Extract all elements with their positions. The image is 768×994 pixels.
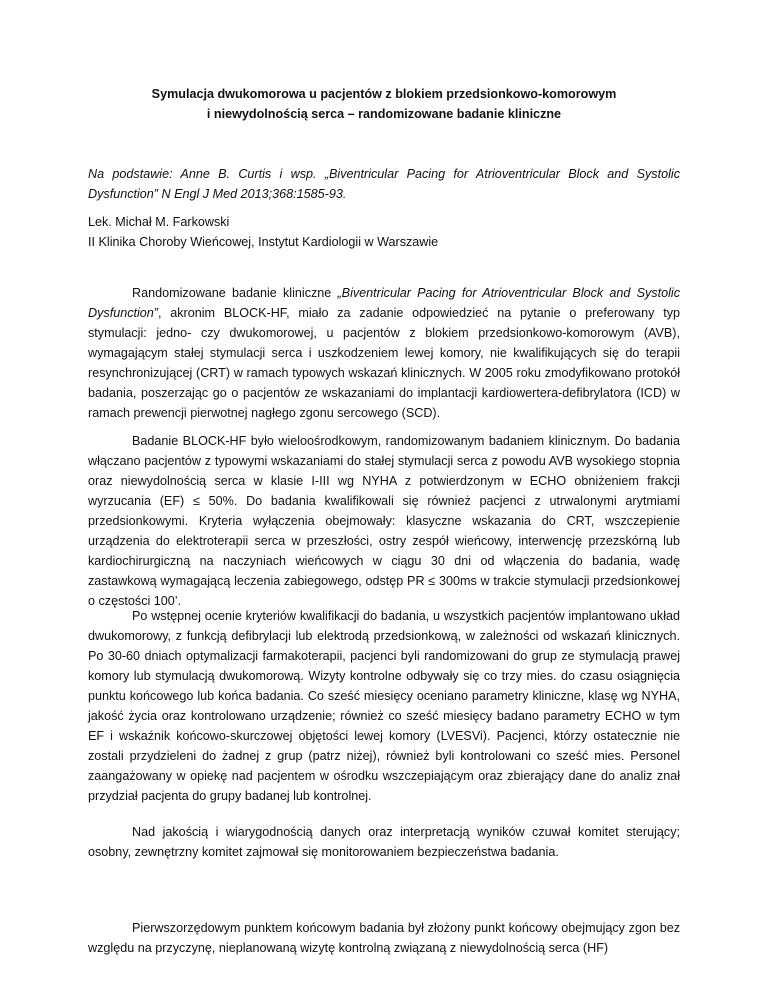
source-citation: Na podstawie: Anne B. Curtis i wsp. „Biventricular Pacing for Atrioventricular Block and Systolic Dysfunction” N Engl J Med 2013;368:1585-93. [88,167,680,201]
author-block [88,212,680,252]
paragraph-5: Pierwszorzędowym punktem końcowym badania był złożony punkt końcowy obejmujący zgon bez względu na przyczynę, nieplanowaną wizytę kontrolną związaną z niewydolnością serca (HF) [88,921,680,955]
title-line-1: Symulacja dwukomorowa u pacjentów z blokiem przedsionkowo-komorowym [151,87,617,101]
author-name: Lek. Michał M. Farkowski [88,215,230,229]
title-line-2: i niewydolnością serca – randomizowane badanie kliniczne [206,107,562,121]
document-title [60,84,708,124]
paragraph-1-study-title: „Biventricular Pacing for Atrioventricular Block and Systolic Dysfunction” [88,286,680,320]
paragraph-1-lead: Randomizowane badanie kliniczne [132,286,338,300]
paragraph-1 [88,283,680,423]
paragraph-1-body: , akronim BLOCK-HF, miało za zadanie odpowiedzieć na pytanie o preferowany typ stymulacji: jedno- czy dwukomorowej, u pacjentów z blokiem przedsionkowo-komorowym (AVB), wymagającym stałej stymulacji serca i uszkodzeniem lewej komory, nie kwalifikujących się do terapii resynchronizującej (CRT) w ramach typowych wskazań klinicznych. W 2005 roku zmodyfikowano protokół badania, poszerzając go o pacjentów ze wskazaniami do implantacji kardiowertera-defibrylatora (ICD) w ramach prewencji pierwotnej nagłego zgonu sercowego (SCD). [88,306,680,420]
paragraph-2: Badanie BLOCK-HF było wieloośrodkowym, randomizowanym badaniem klinicznym. Do badania włączano pacjentów z typowymi wskazaniami do stałej stymulacji serca z powodu AVB wysokiego stopnia oraz niewydolnością serca w klasie I-III wg NYHA z potwierdzonym w ECHO obniżeniem frakcji wyrzucania (EF) ≤ 50%. Do badania kwalifikowali się również pacjenci z utrwalonymi arytmiami przedsionkowymi. Kryteria wyłączenia obejmowały: klasyczne wskazania do CRT, wszczepienie urządzenia do elektroterapii serca w przeszłości, ostry zespół wieńcowy, interwencję przezskórną lub kardiochirurgiczną na naczyniach wieńcowych w ciągu 30 dni od włączenia do badania, wadę zastawkową wymagającą leczenia zabiegowego, odstęp PR ≤ 300ms w trakcie stymulacji przedsionkowej o częstości 100’. [88,434,680,608]
paragraph-4: Nad jakością i wiarygodnością danych oraz interpretacją wyników czuwał komitet sterujący; osobny, zewnętrzny komitet zajmował się monitorowaniem bezpieczeństwa badania. [88,825,680,859]
paragraph-3: Po wstępnej ocenie kryteriów kwalifikacji do badania, u wszystkich pacjentów implantowano układ dwukomorowy, z funkcją defibrylacji lub elektrodą przedsionkową, w zależności od wskazań klinicznych. Po 30-60 dniach optymalizacji farmakoterapii, pacjenci byli randomizowani do grup ze stymulacją prawej komory lub stymulacją dwukomorową. Wizyty kontrolne odbywały się co trzy mies. do czasu osiągnięcia punktu końcowego lub końca badania. Co sześć miesięcy oceniano parametry kliniczne, klasę wg NYHA, jakość życia oraz kontrolowano urządzenie; również co sześć miesięcy badano parametry ECHO w tym EF i wskaźnik końcowo-skurczowej objętości lewej komory (LVESVi). Pacjenci, którzy ostatecznie nie zostali przydzieleni do żadnej z grup (patrz niżej), również byli kontrolowani co sześć mies. Personel zaangażowany w opiekę nad pacjentem w ośrodku wszczepiającym oraz zbierający dane do analiz znał przydział pacjenta do grupy badanej lub kontrolnej. [88,609,680,803]
author-affiliation: II Klinika Choroby Wieńcowej, Instytut Kardiologii w Warszawie [88,235,439,249]
